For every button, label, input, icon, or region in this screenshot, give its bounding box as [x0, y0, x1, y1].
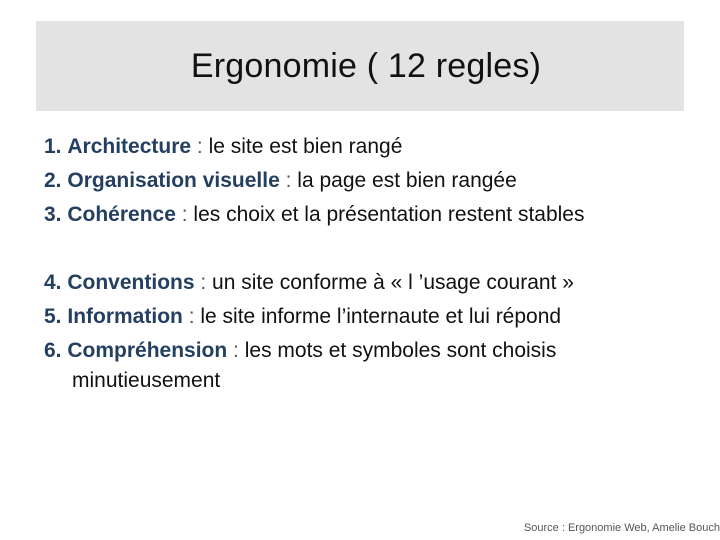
rule-description: la page est bien rangée [297, 169, 517, 192]
rule-description: un site conforme à « l ’usage courant » [212, 271, 574, 294]
rule-name: Architecture [67, 135, 192, 158]
rule-name: Conventions [67, 271, 195, 294]
rule-number: 1. [44, 135, 62, 158]
rule-separator: : [175, 203, 194, 226]
rule-number: 2. [44, 169, 62, 192]
rule-item [44, 164, 684, 198]
rule-list-group-2 [44, 266, 684, 398]
rule-number: 4. [44, 271, 62, 294]
rule-list-group-1 [44, 130, 684, 232]
rule-description: le site informe l’internaute et lui répond [200, 305, 562, 328]
rule-name: Cohérence [67, 203, 176, 226]
rule-item [44, 300, 684, 334]
source-citation: Source : Ergonomie Web, Amelie Bouch [523, 522, 720, 534]
title-banner [36, 21, 684, 111]
rule-separator: : [194, 271, 213, 294]
rule-item [44, 266, 684, 300]
rule-item [44, 334, 684, 398]
rule-separator: : [227, 339, 245, 362]
rule-name: Information [67, 305, 183, 328]
rule-name: Organisation visuelle [67, 169, 280, 192]
rule-name: Compréhension [67, 339, 228, 362]
rule-number: 3. [44, 203, 62, 226]
rule-separator: : [279, 169, 298, 192]
rule-number: 6. [44, 339, 62, 362]
rule-description: les mots et symboles sont choisis [244, 339, 557, 362]
page-title: Ergonomie ( 12 regles) [190, 46, 542, 85]
rule-description: les choix et la présentation restent stables [193, 203, 585, 226]
rule-description: le site est bien rangé [208, 135, 403, 158]
rule-item [44, 130, 684, 164]
rule-description-continuation: minutieusement [72, 369, 221, 392]
rule-item [44, 198, 684, 232]
rule-separator: : [182, 305, 201, 328]
rule-separator: : [191, 135, 209, 158]
rule-number: 5. [44, 305, 62, 328]
